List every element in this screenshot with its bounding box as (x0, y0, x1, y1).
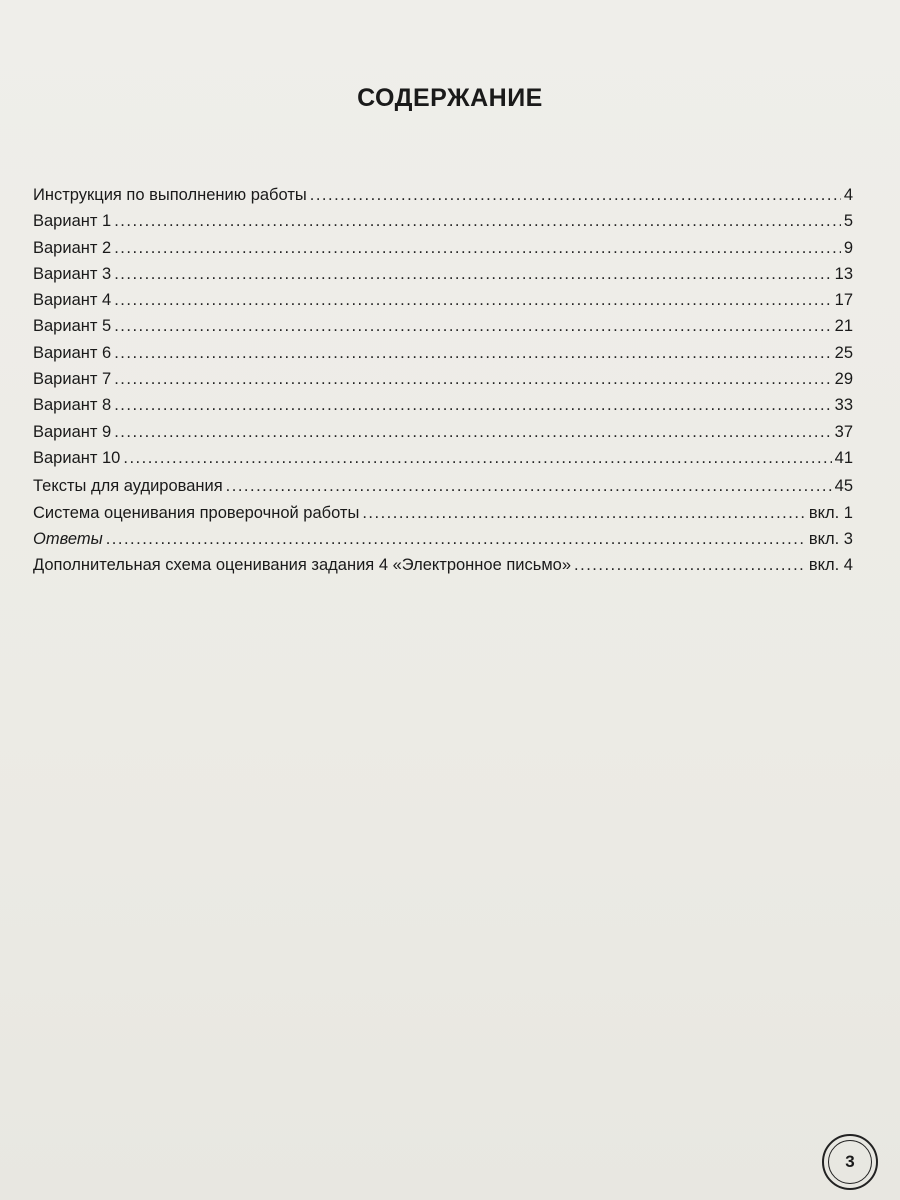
toc-dot-leader (226, 473, 832, 499)
toc-entry-label: Инструкция по выполнению работы (33, 186, 307, 204)
toc-entry[interactable] (33, 313, 853, 339)
toc-entry-label: Вариант 10 (33, 448, 121, 467)
toc-dot-leader (114, 392, 831, 418)
toc-entry-page: 29 (834, 370, 853, 389)
toc-entry-page: вкл. 1 (808, 503, 853, 522)
toc-entry[interactable] (33, 235, 853, 261)
toc-entry-page: 45 (834, 477, 853, 496)
toc-entry[interactable] (33, 340, 853, 366)
toc-entry[interactable] (33, 473, 853, 499)
page-number-badge (822, 1134, 878, 1190)
toc-entry-label: Вариант 1 (33, 212, 112, 231)
toc-entry-page: 37 (834, 422, 853, 441)
toc-entry[interactable] (33, 445, 853, 471)
toc-entry[interactable] (33, 526, 853, 552)
toc-entry-page: 33 (834, 396, 853, 415)
toc-dot-leader (310, 182, 841, 208)
toc-entry[interactable] (33, 419, 853, 445)
toc-entry[interactable] (33, 366, 853, 392)
toc-entry-page: 41 (834, 448, 853, 467)
toc-dot-leader (114, 366, 831, 392)
toc-entry-label: Ответы (33, 529, 103, 548)
show-through-texture (240, 110, 246, 136)
toc-dot-leader (574, 552, 806, 578)
toc-entry-page: 13 (834, 264, 853, 283)
toc-entry[interactable] (33, 392, 853, 418)
toc-entry[interactable] (33, 261, 853, 287)
toc-entry-page: 21 (834, 317, 853, 336)
toc-entry-page: вкл. 4 (808, 556, 853, 575)
toc-entry-label: Вариант 5 (33, 317, 112, 336)
toc-dot-leader (114, 235, 841, 261)
toc-entry-label: Вариант 4 (33, 291, 112, 310)
toc-dot-leader (106, 526, 806, 552)
toc-entry-label: Вариант 9 (33, 422, 112, 441)
toc-dot-leader (362, 500, 806, 526)
toc-entry[interactable] (33, 552, 853, 578)
toc-entry-page: 9 (843, 238, 853, 257)
toc-dot-leader (114, 419, 831, 445)
toc-entry-page: 25 (834, 343, 853, 362)
toc-dot-leader (123, 445, 831, 471)
toc-dot-leader (114, 208, 841, 234)
toc-entry-label: Вариант 8 (33, 396, 112, 415)
toc-entry-label: Тексты для аудирования (33, 477, 223, 496)
toc-entry-label: Вариант 7 (33, 370, 112, 389)
toc-dot-leader (114, 313, 831, 339)
toc-entry-label: Вариант 6 (33, 343, 112, 362)
toc-entry-label: Вариант 2 (33, 238, 112, 257)
toc-entry[interactable] (33, 287, 853, 313)
toc-entry-page: 17 (834, 291, 853, 310)
table-of-contents (33, 182, 853, 578)
toc-entry[interactable] (33, 500, 853, 526)
toc-entry-page: вкл. 3 (808, 529, 853, 548)
toc-entry-page: 4 (843, 186, 853, 204)
toc-entry-label: Дополнительная схема оценивания задания 4 «Электронное письмо» (33, 556, 572, 575)
toc-entry[interactable] (33, 208, 853, 234)
toc-entry[interactable] (33, 182, 853, 208)
page-title: СОДЕРЖАНИЕ (357, 84, 543, 112)
page-number: 3 (828, 1140, 872, 1184)
toc-entry-page: 5 (843, 212, 853, 231)
toc-dot-leader (114, 261, 831, 287)
toc-dot-leader (114, 287, 831, 313)
toc-entry-label: Система оценивания проверочной работы (33, 503, 360, 522)
toc-entry-label: Вариант 3 (33, 264, 112, 283)
toc-dot-leader (114, 340, 831, 366)
